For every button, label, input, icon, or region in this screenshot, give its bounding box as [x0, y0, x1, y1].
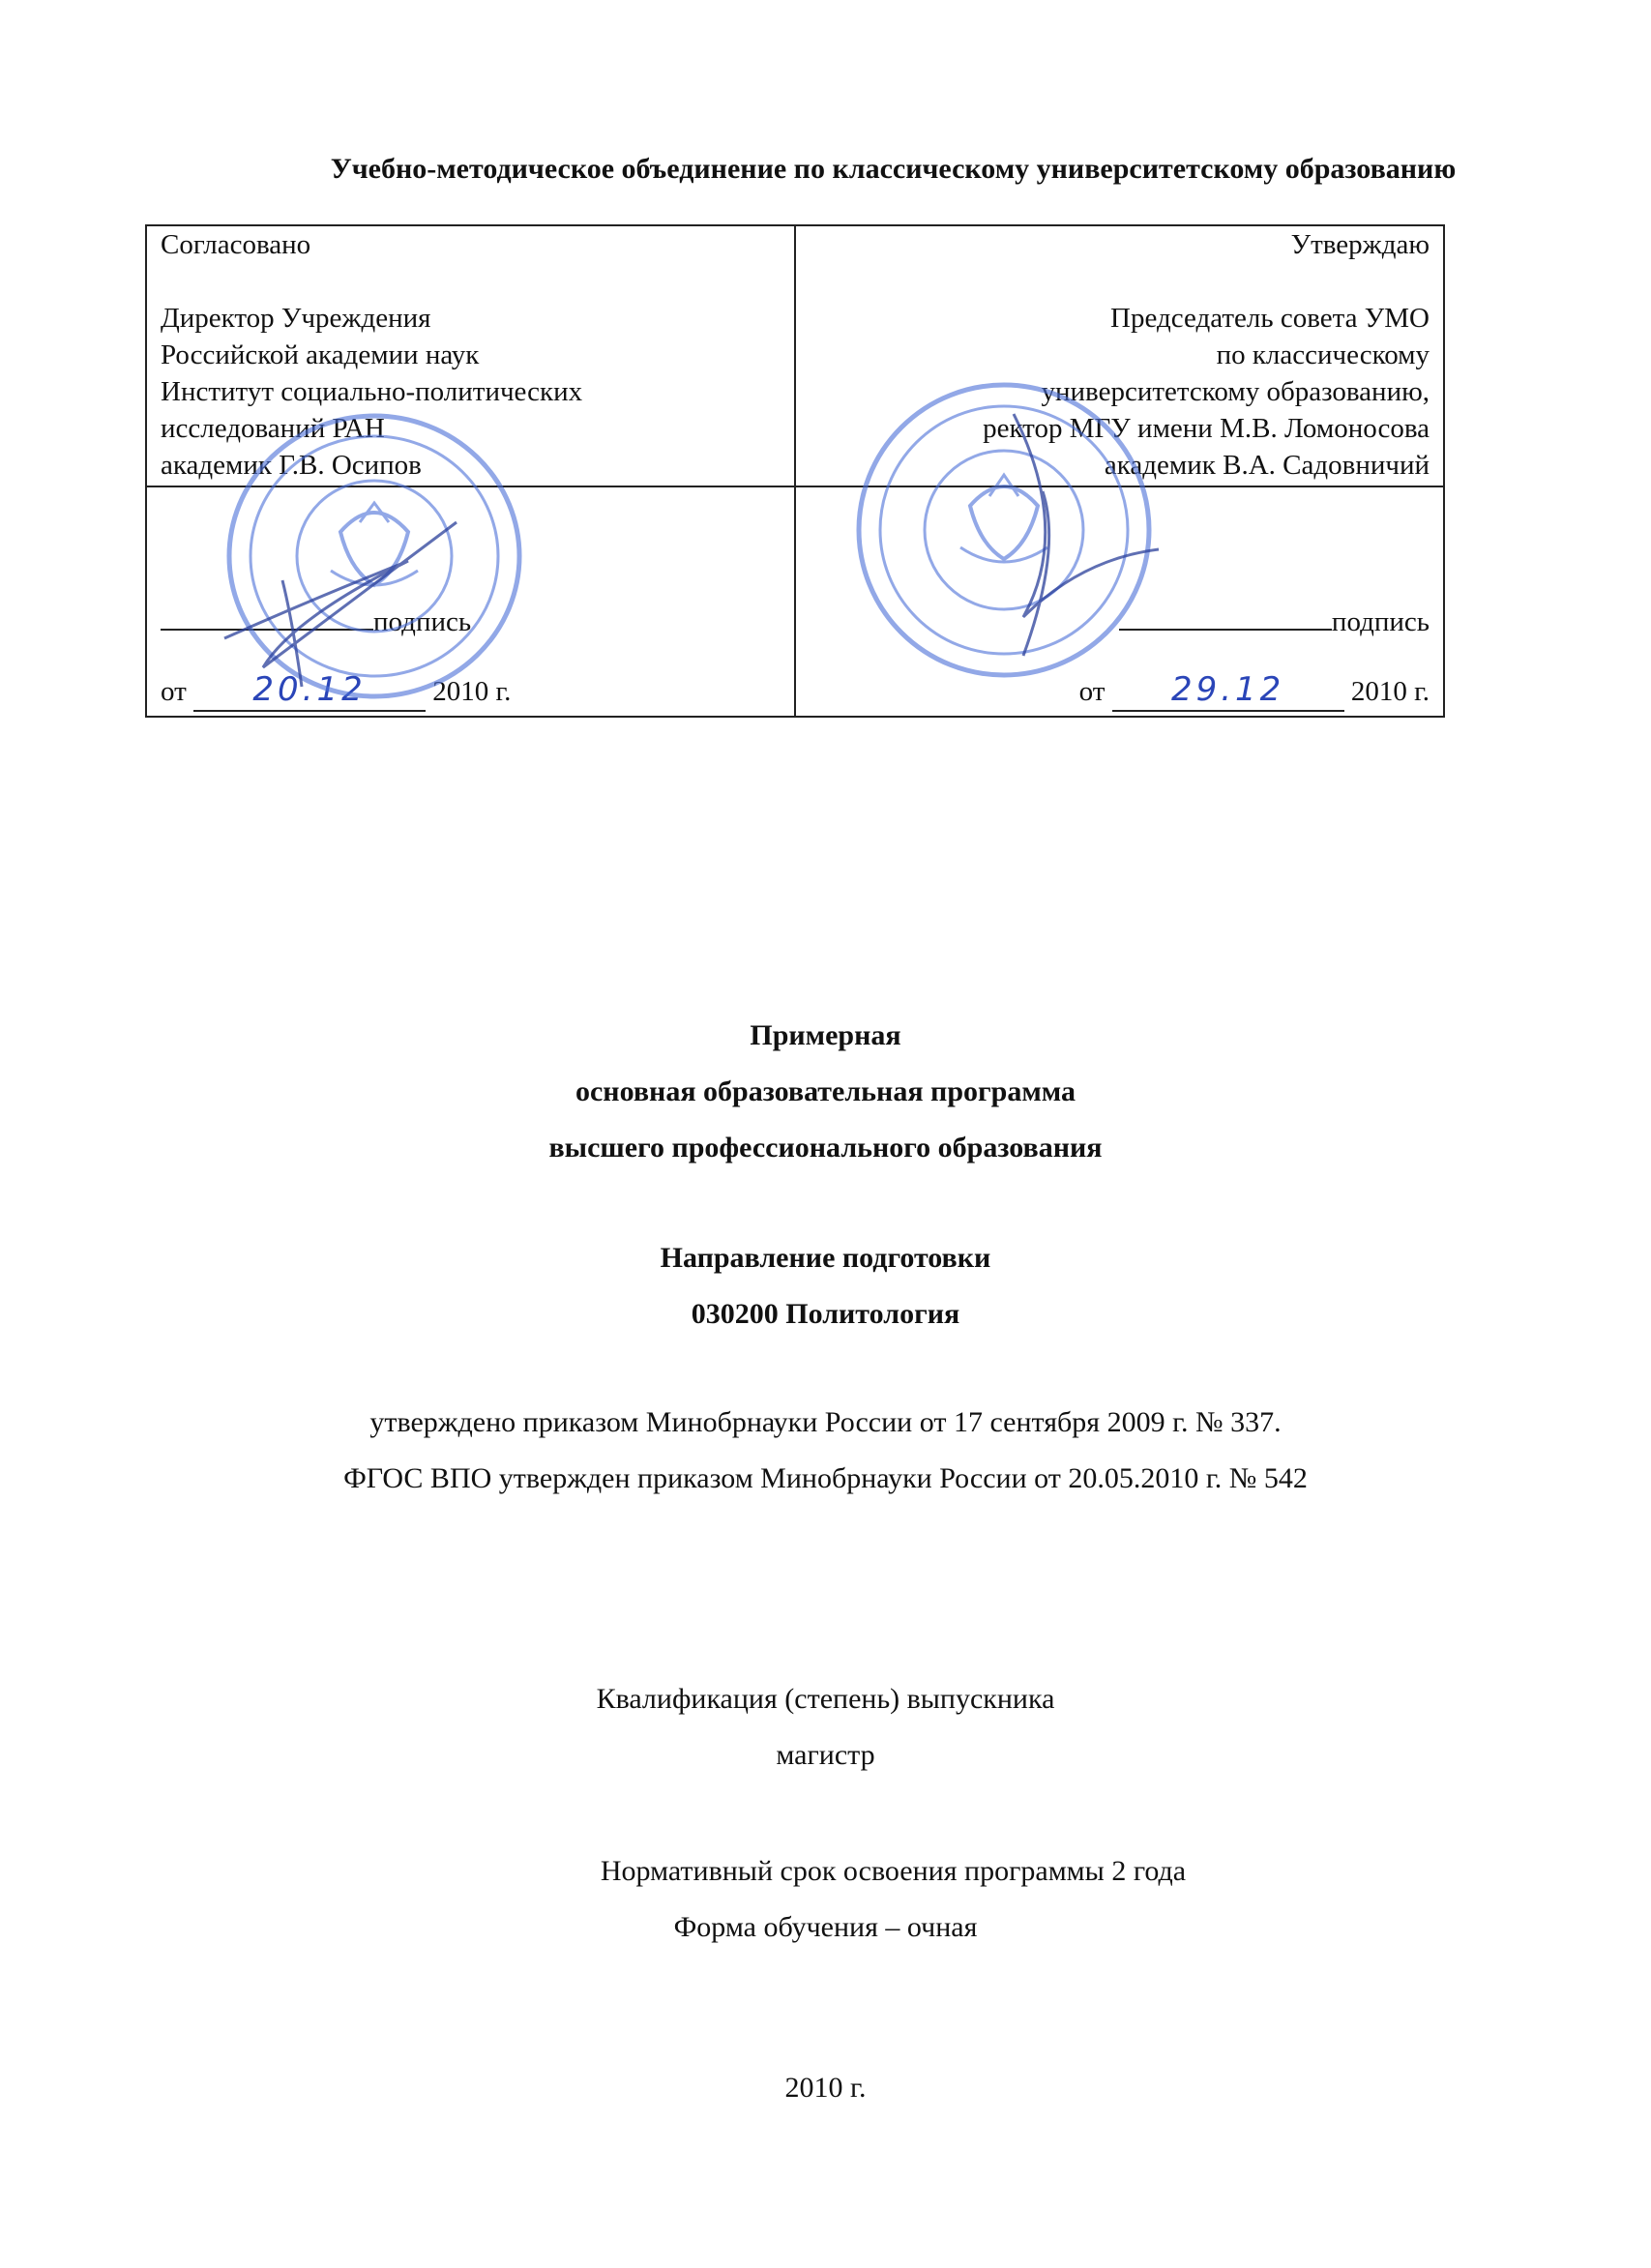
organization-header: Учебно-методическое объединение по классическому университетскому образованию [330, 153, 1457, 185]
signature-right-label: подпись [1331, 606, 1430, 637]
qualification-value: магистр [776, 1739, 875, 1771]
signature-left-cell [146, 486, 795, 717]
date-right-handwritten: 29.12 [1170, 670, 1285, 709]
approval-left-line: академик Г.В. Осипов [161, 450, 422, 481]
signature-left-blank [161, 629, 373, 631]
date-left-prefix: от [161, 676, 187, 707]
signature-right-cell [795, 486, 1444, 717]
signature-left-label: подпись [373, 606, 472, 637]
approval-right-heading: Утверждаю [1290, 229, 1430, 260]
signature-right-blank [1119, 629, 1332, 631]
program-title-line: основная образовательная программа [575, 1075, 1076, 1107]
approval-table [145, 224, 1445, 718]
study-term: Нормативный срок освоения программы 2 года [600, 1855, 1187, 1887]
approval-right-line: по классическому [1216, 339, 1430, 370]
training-direction [0, 1230, 1651, 1342]
approval-left-line: исследований РАН [161, 413, 385, 444]
approval-left-line: Институт социально-политических [161, 376, 583, 407]
approval-right-cell [795, 225, 1444, 486]
approval-right-line: ректор МГУ имени М.В. Ломоносова [983, 413, 1430, 444]
approval-right-line: университетскому образованию, [1041, 376, 1430, 407]
program-title-line: Примерная [750, 1019, 901, 1051]
order-line: ФГОС ВПО утвержден приказом Минобрнауки России от 20.05.2010 г. № 542 [343, 1462, 1308, 1494]
approval-left-heading: Согласовано [161, 229, 311, 260]
qualification [0, 1671, 1651, 1783]
date-right-prefix: от [1078, 676, 1106, 707]
study-form: Форма обучения – очная [673, 1911, 978, 1943]
direction-value: 030200 Политология [691, 1298, 960, 1330]
date-right-suffix: 2010 г. [1350, 676, 1430, 707]
approval-orders [0, 1395, 1651, 1507]
qualification-label: Квалификация (степень) выпускника [596, 1683, 1055, 1715]
approval-right-line: академик В.А. Садовничий [1104, 450, 1430, 481]
order-line: утверждено приказом Минобрнауки России от 17 сентября 2009 г. № 337. [369, 1406, 1282, 1438]
date-left-suffix: 2010 г. [432, 676, 512, 707]
approval-left-line: Российской академии наук [161, 339, 480, 370]
study-info [0, 1843, 1651, 1956]
direction-label: Направление подготовки [660, 1242, 991, 1274]
program-title [0, 1008, 1651, 1176]
date-left-handwritten: 20.12 [252, 670, 367, 709]
approval-right-line: Председатель совета УМО [1110, 303, 1430, 334]
program-title-line: высшего профессионального образования [548, 1132, 1103, 1163]
approval-left-line: Директор Учреждения [161, 303, 431, 334]
document-year: 2010 г. [784, 2072, 867, 2104]
approval-left-cell [146, 225, 795, 486]
